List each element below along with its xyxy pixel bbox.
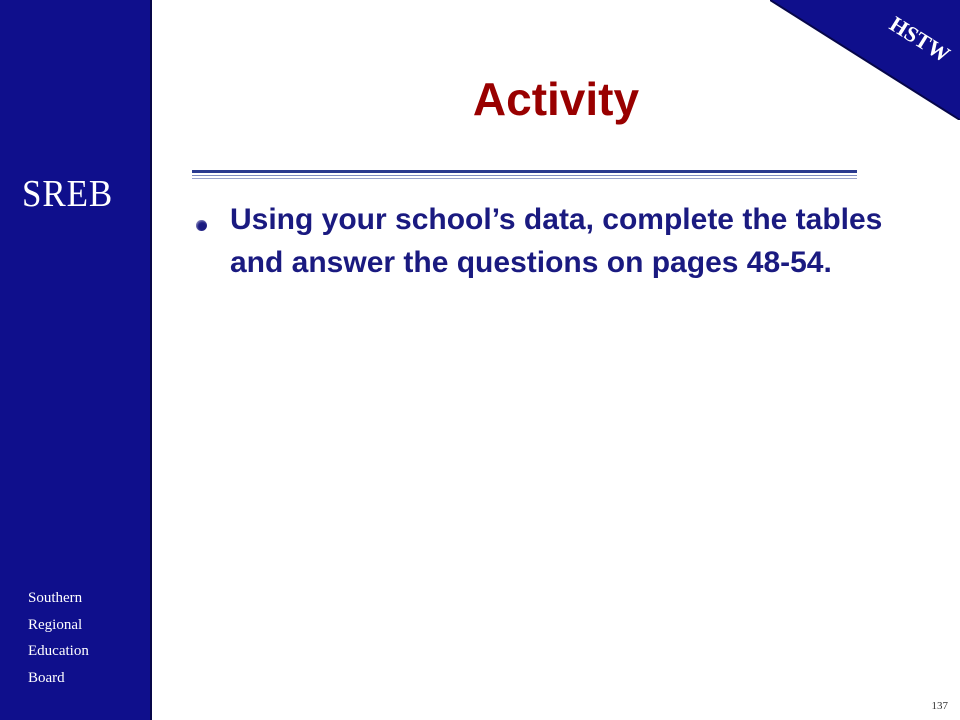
org-line: Southern — [28, 590, 83, 606]
page-number: 137 — [931, 700, 948, 712]
bullet-text: Using your school’s data, complete the tables and answer the questions on pages 48-54. — [230, 203, 883, 279]
hstw-label: HSTW — [885, 11, 955, 68]
org-line: Education — [28, 643, 89, 659]
org-line: Board — [28, 669, 65, 686]
slide-title: Activity — [472, 73, 640, 125]
organization-name — [28, 585, 89, 691]
org-line: Regional — [28, 616, 83, 633]
sreb-logo: SREB — [22, 173, 114, 215]
title-divider — [192, 170, 857, 180]
sidebar — [0, 0, 152, 720]
bullet-dot-icon — [196, 220, 207, 231]
